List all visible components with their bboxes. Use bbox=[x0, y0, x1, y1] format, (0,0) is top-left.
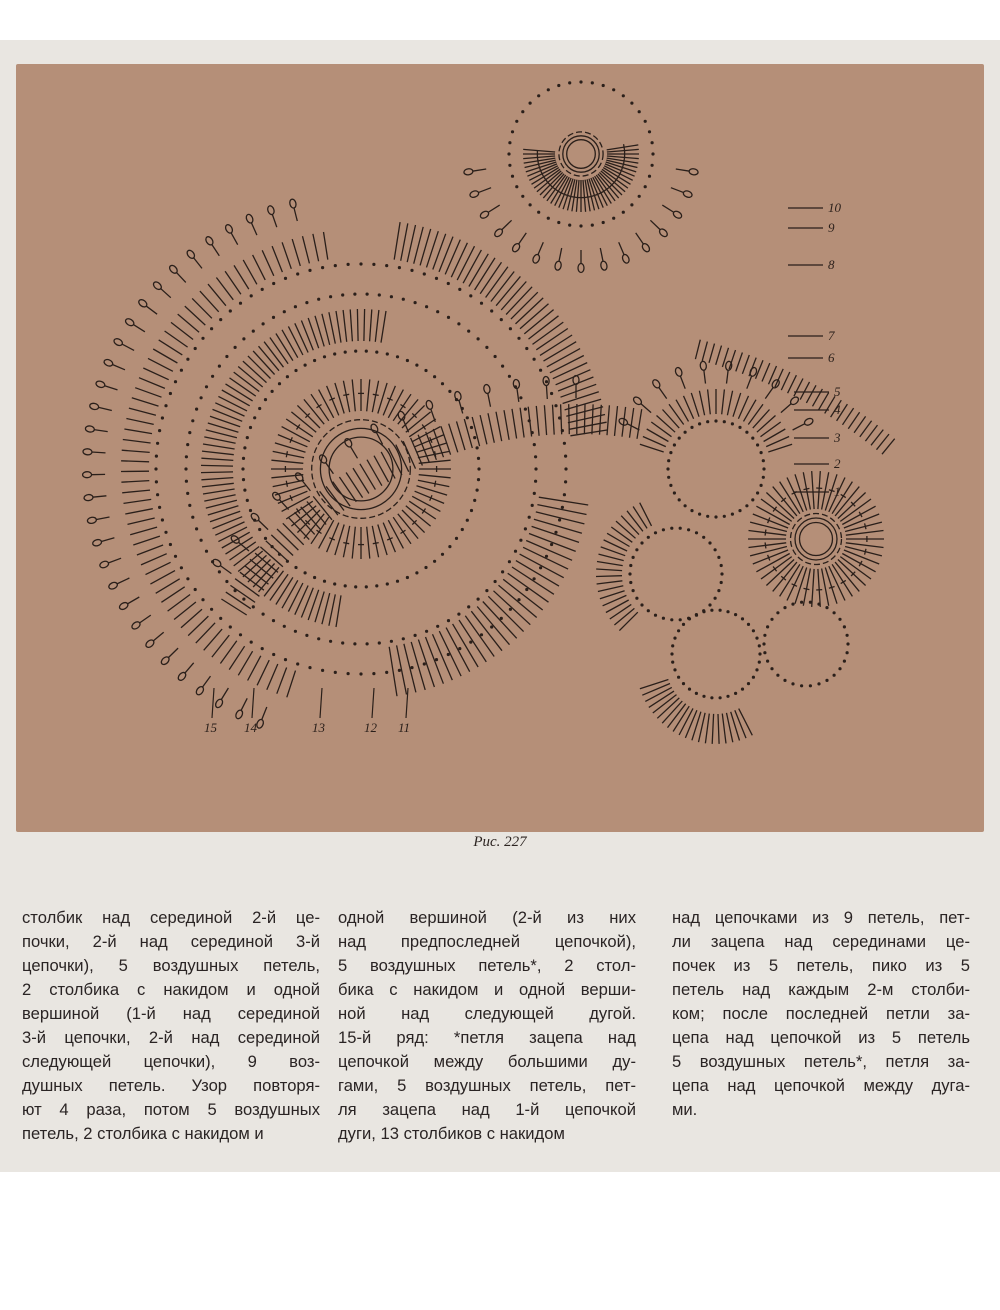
text-line: 3-й цепочки, 2-й над серединой bbox=[22, 1028, 320, 1047]
row-number-label: 11 bbox=[398, 720, 411, 735]
text-line: петель над каждым 2-м столби- bbox=[672, 980, 970, 999]
text-line: 5 воздушных петель*, петля за- bbox=[672, 1052, 970, 1071]
motif-right-ring-4 bbox=[762, 601, 849, 688]
body-text bbox=[22, 906, 982, 1166]
row-pointer bbox=[212, 688, 214, 718]
motif-left-band bbox=[201, 309, 386, 627]
motif-left-picots bbox=[83, 199, 298, 730]
motif-right-left-band bbox=[596, 503, 652, 631]
text-line: ли зацепа над серединами це- bbox=[672, 932, 970, 951]
text-line: цепочки), 5 воздушных петель, bbox=[22, 956, 320, 975]
figure-caption: Рис. 227 bbox=[473, 834, 527, 850]
text-line: над предпоследней цепочкой), bbox=[338, 932, 636, 951]
text-line: душных петель. Узор повторя- bbox=[22, 1076, 320, 1095]
row-number-label: 3 bbox=[834, 430, 841, 445]
text-column-2 bbox=[338, 906, 636, 1146]
row-number-label: 15 bbox=[204, 720, 217, 735]
row-number-label: 7 bbox=[828, 328, 835, 343]
row-number-label: 14 bbox=[244, 720, 257, 735]
motif-top-center bbox=[523, 132, 639, 212]
row-number-label: 2 bbox=[834, 456, 841, 471]
row-pointer bbox=[320, 688, 322, 718]
motif-right-ring-2 bbox=[628, 527, 723, 622]
diagram-drawing bbox=[16, 64, 984, 832]
text-line: ля зацепа над 1-й цепочкой bbox=[338, 1100, 636, 1119]
text-line: вершиной (1-й над серединой bbox=[22, 1004, 320, 1023]
text-line: 5 воздушных петель*, 2 стол- bbox=[338, 956, 636, 975]
text-line: над цепочками из 9 петель, пет- bbox=[672, 908, 970, 927]
text-line: ют 4 раза, потом 5 воздушных bbox=[22, 1100, 320, 1119]
text-column-3 bbox=[672, 906, 970, 1122]
text-line: ком; после последней петли за- bbox=[672, 1004, 970, 1023]
row-number-label: 12 bbox=[364, 720, 377, 735]
motif-right-ring-3 bbox=[670, 609, 761, 700]
row-pointer bbox=[252, 688, 254, 718]
motif-right-bottom-band bbox=[640, 680, 752, 744]
row-number-label: 13 bbox=[312, 720, 325, 735]
text-column-1 bbox=[22, 906, 320, 1146]
text-line: гами, 5 воздушных петель, пет- bbox=[338, 1076, 636, 1095]
row-number-label: 5 bbox=[834, 384, 841, 399]
motif-left-outer-band bbox=[121, 232, 328, 697]
text-line: бика с накидом и одной верши- bbox=[338, 980, 636, 999]
text-line: цепочкой между большими ду- bbox=[338, 1052, 636, 1071]
text-line: петель, 2 столбика с накидом и bbox=[22, 1124, 264, 1143]
row-number-label: 4 bbox=[834, 402, 841, 417]
motif-right-ring-1 bbox=[666, 419, 765, 518]
row-number-label: 9 bbox=[828, 220, 835, 235]
motif-left-chain-2 bbox=[184, 293, 537, 646]
text-line: 2 столбика с накидом и одной bbox=[22, 980, 320, 999]
motif-left-center bbox=[271, 379, 451, 559]
text-line: цепа над цепочкой между дуга- bbox=[672, 1076, 970, 1095]
text-line: дуги, 13 столбиков с накидом bbox=[338, 1124, 565, 1143]
row-number-label: 8 bbox=[828, 257, 835, 272]
row-pointer bbox=[372, 688, 374, 718]
text-line: ной над следующей дугой. bbox=[338, 1004, 636, 1023]
text-line: одной вершиной (2-й из них bbox=[338, 908, 636, 927]
row-number-label: 1 bbox=[834, 484, 841, 499]
text-line: цепа над цепочкой из 5 петель bbox=[672, 1028, 970, 1047]
text-line: почки, 2-й над серединой 3-й bbox=[22, 932, 320, 951]
row-number-label: 6 bbox=[828, 350, 835, 365]
text-line: почек из 5 петель, пико из 5 bbox=[672, 956, 970, 975]
text-line: 15-й ряд: *петля зацепа над bbox=[338, 1028, 636, 1047]
text-line: следующей цепочки), 9 воз- bbox=[22, 1052, 320, 1071]
crochet-diagram bbox=[16, 64, 984, 832]
text-line: столбик над серединой 2-й це- bbox=[22, 908, 320, 927]
text-line: ми. bbox=[672, 1100, 698, 1119]
row-number-label: 10 bbox=[828, 200, 841, 215]
